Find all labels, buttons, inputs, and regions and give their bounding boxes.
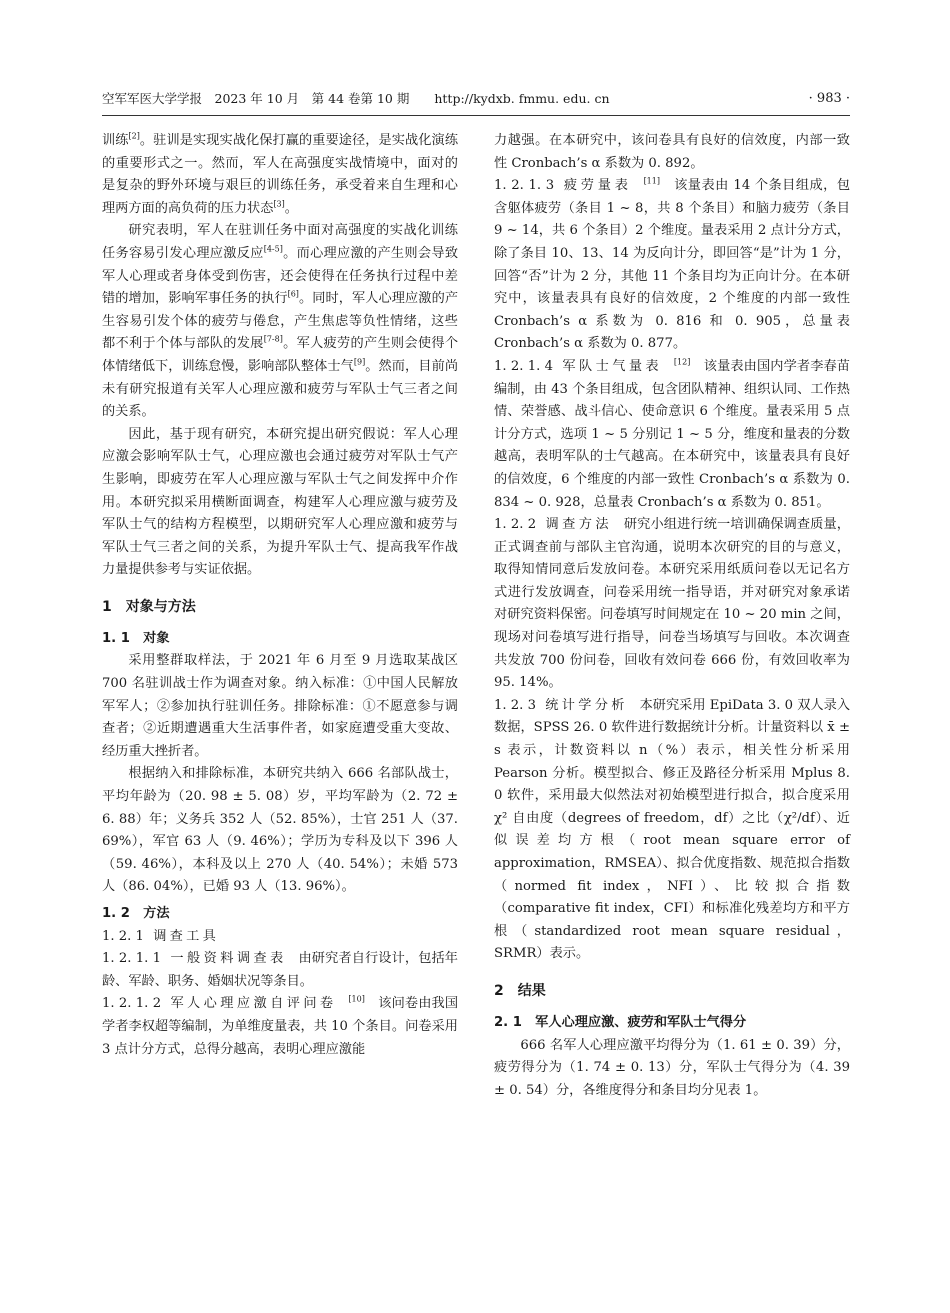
paragraph-survey-method: 1. 2. 2 调查方法 研究小组进行统一培训确保调查质量，正式调查前与部队主官沟通，说明本次研究的目的与意义，取得知情同意后发放问卷。本研究采用纸质问卷以无记名方式进行发放调查，问卷采用统一指导语，并对研究对象承诺对研究资料保密。问卷填写时间规定在 10 ~ 20 min 之间，现场对问卷填写进行指导，问卷当场填写与回收。本次调查共发放 700 份问卷，回收有效问卷 666 份，有效回收率为 95. 14%。 <box>494 517 850 691</box>
paragraph-intro-continued: 训练[2]。驻训是实现实战化保打赢的重要途径，是实战化演练的重要形式之一。然而，军人在高强度实战情境中，面对的是复杂的野外环境与艰巨的训练任务，承受着来自生理和心理两方面的高负荷的压力状态[3]。 <box>102 131 459 216</box>
header-rule <box>102 115 850 116</box>
paragraph-fatigue-scale: 1. 2. 1. 3 疲劳量表 [11] 该量表由 14 个条目组成，包含躯体疲劳（条目 1 ~ 8，共 8 个条目）和脑力疲劳（条目 9 ~ 14，共 6 个条目）2 个维度。量表采用 2 点计分方式，除了条目 10、13、14 为反向计分，即回答“是”计为 1 分，回答“否”计为 2 分，其他 11 个条目均为正向计分。在本研究中，该量表具有良好的信效度，2 个维度的内部一致性 Cronbach’s α 系数为 0. 816 和 0. 905，总量表 Cronbach’s α 系数为 0. 877。 <box>494 176 851 352</box>
paragraph-hypothesis: 因此，基于现有研究，本研究提出研究假说：军人心理应激会影响军队士气，心理应激也会通过疲劳对军队士气产生影响，即疲劳在军人心理应激与军队士气之间发挥中介作用。本研究拟采用横断面调查，构建军人心理应激与疲劳及军队士气的结构方程模型，以期研究军人心理应激和疲劳与军队士气三者之间的关系，为提升军队士气、提高我军作战力量提供参考与实证依据。 <box>102 426 458 578</box>
paragraph-statistics: 1. 2. 3 统计学分析 本研究采用 EpiData 3. 0 双人录入数据，SPSS 26. 0 软件进行数据统计分析。计量资料以 x̄ ± s 表示，计数资料以 n（%）表示，相关性分析采用 Pearson 分析。模型拟合、修正及路径分析采用 Mplus 8. 0 软件，采用最大似然法对初始模型进行拟合，拟合度采用 χ² 自由度（degrees of freedom，df）之比（χ²/df）、近似误差均方根（root mean square error of approximation，RMSEA）、拟合优度指数、规范拟合指数（normed fit index，NFI）、比较拟合指数（comparative fit index，CFI）和标准化残差均方和平方根（standardized root mean square residual，SRMR）表示。 <box>494 697 851 962</box>
paragraph-stress-questionnaire: 1. 2. 1. 2 军人心理应激自评问卷 [10] 该问卷由我国学者李权超等编制，为单维度量表，共 10 个条目。问卷采用 3 点计分方式，总得分越高，表明心理应激能 <box>102 994 459 1057</box>
subheading-instruments: 1. 2. 1 调查工具 <box>102 928 220 944</box>
page-number: · 983 · <box>808 91 850 106</box>
subsection-heading-scores: 2. 1 军人心理应激、疲劳和军队士气得分 <box>494 1014 747 1030</box>
paragraph-stress-questionnaire-continued: 力越强。在本研究中，该问卷具有良好的信效度，内部一致性 Cronbach’s α 系数为 0. 892。 <box>494 133 850 171</box>
running-header <box>102 90 850 112</box>
journal-info: 空军军医大学学报 2023 年 10 月 第 44 卷第 10 期 http://kydxb. fmmu. edu. cn <box>102 91 610 106</box>
paragraph-scores: 666 名军人心理应激平均得分为（1. 61 ± 0. 39）分，疲劳得分为（1. 74 ± 0. 13）分，军队士气得分为（4. 39 ± 0. 54）分，各维度得分和条目均分见表 1。 <box>494 1037 850 1098</box>
paragraph-research-background: 研究表明，军人在驻训任务中面对高强度的实战化训练任务容易引发心理应激反应[4-5]。而心理应激的产生则会导致军人心理或者身体受到伤害，还会使得在任务执行过程中差错的增加，影响军事任务的执行[6]。同时，军人心理应激的产生容易引发个体的疲劳与倦怠，产生焦虑等负性情绪，这些都不利于个体与部队的发展[7-8]。军人疲劳的产生则会使得个体情绪低下，训练怠慢，影响部队整体士气[9]。然而，目前尚未有研究报道有关军人心理应激和疲劳与军队士气三者之间的关系。 <box>102 223 459 420</box>
subsection-heading-methods: 1. 2 方法 <box>102 906 170 921</box>
section-heading-results: 2 结果 <box>494 982 546 999</box>
paragraph-morale-scale: 1. 2. 1. 4 军队士气量表 [12] 该量表由国内学者李春苗编制，由 43 个条目组成，包含团队精神、组织认同、工作热情、荣誉感、战斗信心、使命意识 6 个维度。量表采用 5 点计分方式，选项 1 ~ 5 分别记 1 ~ 5 分，维度和量表的分数越高，表明军队的士气越高。在本研究中，该量表具有良好的信效度，6 个维度的内部一致性 Cronbach’s α 系数为 0. 834 ~ 0. 928，总量表 Cronbach’s α 系数为 0. 851。 <box>494 357 850 510</box>
right-column <box>494 130 850 1102</box>
subsection-heading-subjects: 1. 1 对象 <box>102 630 170 646</box>
paragraph-general-questionnaire: 1. 2. 1. 1 一般资料调查表 由研究者自行设计，包括年龄、军龄、职务、婚姻状况等条目。 <box>102 951 458 989</box>
paragraph-demographics: 根据纳入和排除标准，本研究共纳入 666 名部队战士，平均年龄为（20. 98 ± 5. 08）岁，平均军龄为（2. 72 ± 6. 88）年；义务兵 352 人（52. 85%），士官 251 人（37. 69%），军官 63 人（9. 46%）；学历为专科及以下 396 人（59. 46%），本科及以上 270 人（40. 54%）；未婚 573 人（86. 04%），已婚 93 人（13. 96%）。 <box>102 766 458 895</box>
section-heading-methods: 1 对象与方法 <box>102 598 196 615</box>
paragraph-sampling: 采用整群取样法，于 2021 年 6 月至 9 月选取某战区 700 名驻训战士作为调查对象。纳入标准：①中国人民解放军军人；②参加执行驻训任务。排除标准：①不愿意参与调查者；②近期遭遇重大生活事件者，如家庭遭受重大变故、经历重大挫折者。 <box>102 653 458 759</box>
left-column <box>102 130 458 1061</box>
